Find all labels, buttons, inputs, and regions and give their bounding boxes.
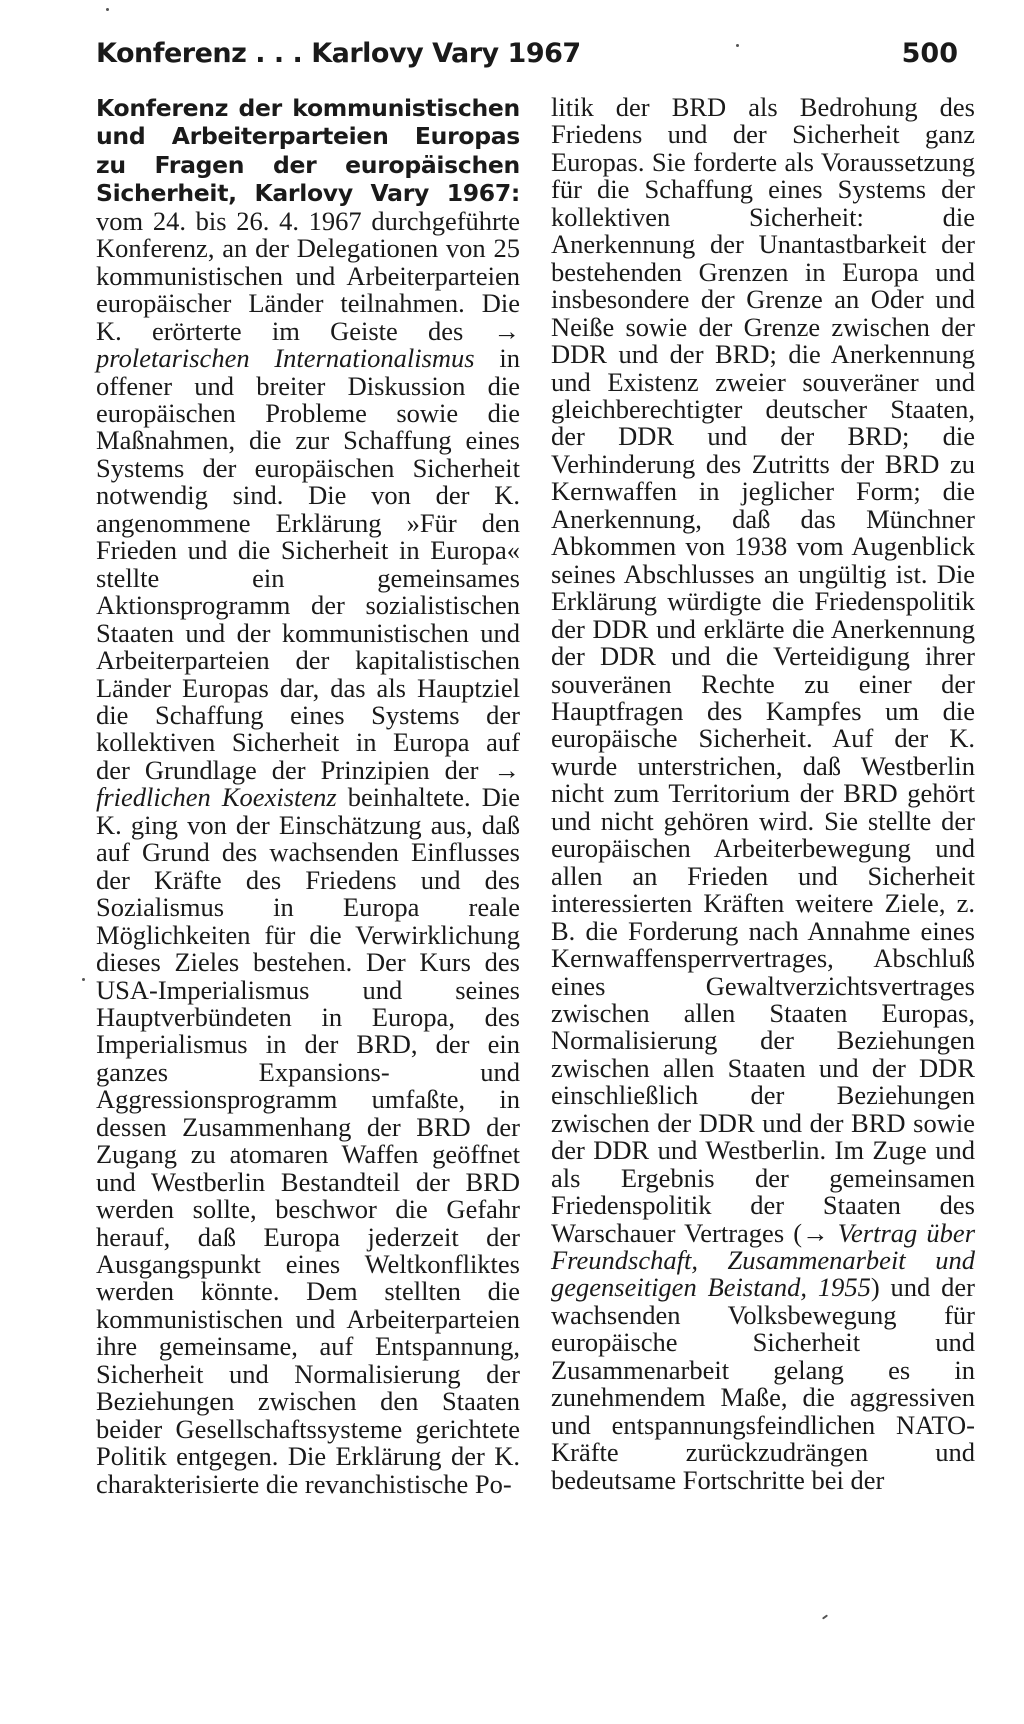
page-number: 500 (901, 38, 958, 69)
body-text: ) und der wachsenden Volksbewegung für europäische Sicherheit und Zusammenarbeit gelang es in zunehmendem Maße, die aggressiven und entspannungsfeindlichen NATO-Kräfte zurückzudrängen und bedeutsame Fortschritte bei der (551, 1272, 975, 1495)
entry-headword: Konferenz der kommunistischen und Arbeiterparteien Europas zu Fragen der europäischen Sicherheit, Karlovy Vary 1967: (96, 94, 520, 208)
body-text: litik der BRD als Bedrohung des Friedens und der Sicherheit ganz Europas. Sie forderte als Voraussetzung für die Schaffung eines Systems der kollektiven Sicherheit: die Anerkennung der Unantastbarkeit der bestehenden Grenzen in Europa und insbesondere der Grenze an Oder und Neiße sowie der Grenze zwischen der DDR und der BRD; die Anerkennung und Existenz zweier souveräner und gleichberechtigter deutscher Staaten, der DDR und der BRD; die Verhinderung des Zutritts der BRD zu Kernwaffen in jeglicher Form; die Anerkennung, daß das Münchner Abkommen von 1938 vom Augenblick seines Abschlusses an ungültig ist. Die Erklärung würdigte die Friedenspolitik der DDR und erklärte die Anerkennung der DDR und die Verteidigung ihrer souveränen Rechte zu einer der Hauptfragen des Kampfes um die europäische Sicherheit. Auf der K. wurde unterstrichen, daß Westberlin nicht zum Territorium der BRD gehört und nicht gehören wird. Sie stellte der europäischen Arbeiterbewegung und allen an Frieden und Sicherheit interessierten Kräften weitere Ziele, z. B. die Forderung nach Annahme eines Kernwaffensperrvertrages, Abschluß eines Gewaltverzichtsvertrages zwischen allen Staaten Europas, Normalisierung der Beziehungen zwischen allen Staaten und der DDR einschließlich der Beziehungen zwischen der DDR und der BRD sowie der DDR und Westberlin. Im Zuge und als Ergebnis der gemeinsamen Friedenspolitik der Staaten des Warschauer Vertrages ( (551, 92, 975, 1248)
body-text: vom 24. bis 26. 4. 1967 durchgeführte Konferenz, an der Delegationen von 25 kommunistischen und Arbeiterparteien europäischer Länder teilnahmen. Die K. erörterte im Geiste des (96, 205, 520, 346)
print-speck (736, 44, 739, 47)
arrow-icon: → (802, 1217, 829, 1248)
entry-paragraph (96, 94, 520, 1498)
print-speck (82, 978, 85, 981)
body-text: beinhaltete. Die K. ging von der Einschätzung aus, daß auf Grund des wachsenden Einflusses der Kräfte des Friedens und des Sozialismus in Europa reale Möglichkeiten für die Verwirklichung dieses Zieles bestehen. Der Kurs des USA-Imperialismus und seines Hauptverbündeten in Europa, des Imperialismus in der BRD, der ein ganzes Expansions- und Aggressionsprogramm umfaßte, in dessen Zusammenhang der BRD der Zugang zu atomaren Waffen geöffnet und Westberlin Bestandteil der BRD werden sollte, beschwor die Gefahr herauf, daß Europa jederzeit der Ausgangspunkt eines Weltkonfliktes werden könnte. Dem stellten die kommunistischen und Arbeiterparteien ihre gemeinsame, auf Entspannung, Sicherheit und Normalisierung der Beziehungen zwischen den Staaten beider Gesellschaftssysteme gerichtete Politik entgegen. Die Erklärung der K. charakterisierte die revanchistische Po- (96, 782, 520, 1499)
body-text: in offener und breiter Diskussion die europäischen Probleme sowie die Maßnahmen, die zur Schaffung eines Systems der europäischen Sicherheit notwendig sind. Die von der K. angenommene Erklärung »Für den Frieden und die Sicherheit in Europa« stellte ein gemeinsames Aktionsprogramm der sozialistischen Staaten und der kommunistischen und Arbeiterparteien der kapitalistischen Länder Europas dar, das als Hauptziel die Schaffung eines Systems der kollektiven Sicherheit in Europa auf der Grundlage der Prinzipien der (96, 343, 520, 785)
cross-reference-label: Vertrag über Freundschaft, Zusammenarbeit und gegenseitigen Beistand, 1955 (551, 1217, 976, 1303)
print-speck (106, 8, 109, 11)
entry-paragraph (551, 94, 975, 1494)
arrow-icon: → (493, 315, 520, 346)
page-header (96, 38, 958, 78)
cross-reference-label: proletarischen Internationalismus (96, 343, 475, 374)
print-speck (822, 1614, 828, 1619)
running-head: Konferenz . . . Karlovy Vary 1967 (96, 38, 581, 69)
left-column (96, 94, 520, 1498)
arrow-icon: → (493, 754, 520, 785)
right-column (551, 94, 975, 1494)
cross-reference-label: friedlichen Koexistenz (96, 782, 337, 813)
